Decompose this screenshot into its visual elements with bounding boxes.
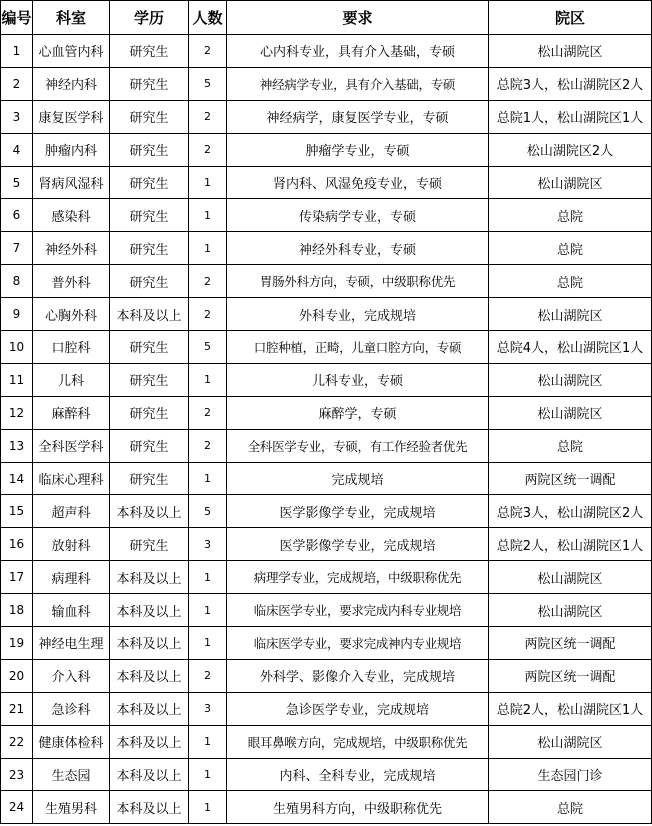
table-row xyxy=(1,791,652,824)
cell-campus: 两院区统一调配 xyxy=(489,627,652,660)
cell-education: 研究生 xyxy=(110,133,189,166)
cell-requirements: 神经外科专业，专硕 xyxy=(227,232,489,265)
cell-department: 麻醉科 xyxy=(33,396,110,429)
table-row xyxy=(1,199,652,232)
cell-department: 放射科 xyxy=(33,528,110,561)
cell-id: 6 xyxy=(1,199,33,232)
cell-count: 1 xyxy=(189,758,227,791)
cell-campus: 生态园门诊 xyxy=(489,758,652,791)
cell-count: 1 xyxy=(189,166,227,199)
cell-count: 1 xyxy=(189,199,227,232)
cell-count: 2 xyxy=(189,100,227,133)
cell-count: 5 xyxy=(189,67,227,100)
cell-campus: 总院2人，松山湖院区1人 xyxy=(489,692,652,725)
cell-department: 肿瘤内科 xyxy=(33,133,110,166)
cell-campus: 总院 xyxy=(489,791,652,824)
cell-count: 3 xyxy=(189,528,227,561)
cell-department: 神经电生理 xyxy=(33,627,110,660)
cell-count: 5 xyxy=(189,331,227,364)
cell-count: 5 xyxy=(189,495,227,528)
cell-count: 2 xyxy=(189,133,227,166)
cell-id: 21 xyxy=(1,692,33,725)
cell-department: 康复医学科 xyxy=(33,100,110,133)
cell-campus: 松山湖院区 xyxy=(489,298,652,331)
cell-requirements: 医学影像学专业，完成规培 xyxy=(227,495,489,528)
cell-count: 2 xyxy=(189,35,227,68)
cell-education: 研究生 xyxy=(110,396,189,429)
cell-department: 普外科 xyxy=(33,265,110,298)
cell-id: 2 xyxy=(1,67,33,100)
header-education: 学历 xyxy=(110,1,189,35)
table-row xyxy=(1,429,652,462)
cell-requirements: 临床医学专业，要求完成内科专业规培 xyxy=(227,594,489,627)
cell-id: 24 xyxy=(1,791,33,824)
header-id: 编号 xyxy=(1,1,33,35)
cell-department: 心血管内科 xyxy=(33,35,110,68)
table-row xyxy=(1,758,652,791)
table-row xyxy=(1,495,652,528)
cell-count: 2 xyxy=(189,396,227,429)
cell-count: 3 xyxy=(189,692,227,725)
cell-campus: 松山湖院区 xyxy=(489,363,652,396)
table-row xyxy=(1,528,652,561)
cell-department: 口腔科 xyxy=(33,331,110,364)
cell-education: 本科及以上 xyxy=(110,692,189,725)
cell-count: 1 xyxy=(189,725,227,758)
table-body xyxy=(1,35,652,824)
cell-id: 12 xyxy=(1,396,33,429)
cell-education: 研究生 xyxy=(110,363,189,396)
cell-campus: 松山湖院区 xyxy=(489,35,652,68)
cell-count: 1 xyxy=(189,791,227,824)
cell-id: 14 xyxy=(1,462,33,495)
cell-education: 本科及以上 xyxy=(110,758,189,791)
cell-education: 研究生 xyxy=(110,462,189,495)
cell-requirements: 麻醉学，专硕 xyxy=(227,396,489,429)
cell-department: 急诊科 xyxy=(33,692,110,725)
cell-education: 研究生 xyxy=(110,528,189,561)
cell-requirements: 神经病学专业，具有介入基础，专硕 xyxy=(227,67,489,100)
cell-campus: 松山湖院区 xyxy=(489,725,652,758)
table-row xyxy=(1,363,652,396)
table-row xyxy=(1,462,652,495)
cell-id: 8 xyxy=(1,265,33,298)
cell-requirements: 生殖男科方向，中级职称优先 xyxy=(227,791,489,824)
cell-id: 18 xyxy=(1,594,33,627)
cell-campus: 松山湖院区 xyxy=(489,396,652,429)
cell-count: 1 xyxy=(189,594,227,627)
cell-education: 研究生 xyxy=(110,232,189,265)
cell-count: 1 xyxy=(189,232,227,265)
cell-department: 健康体检科 xyxy=(33,725,110,758)
table-row xyxy=(1,561,652,594)
table-row xyxy=(1,725,652,758)
cell-id: 10 xyxy=(1,331,33,364)
cell-education: 研究生 xyxy=(110,331,189,364)
cell-department: 临床心理科 xyxy=(33,462,110,495)
cell-campus: 松山湖院区 xyxy=(489,561,652,594)
table-row xyxy=(1,331,652,364)
table-row xyxy=(1,692,652,725)
cell-requirements: 医学影像学专业，完成规培 xyxy=(227,528,489,561)
table-row xyxy=(1,298,652,331)
table-row xyxy=(1,659,652,692)
cell-count: 1 xyxy=(189,561,227,594)
cell-id: 19 xyxy=(1,627,33,660)
cell-education: 本科及以上 xyxy=(110,791,189,824)
cell-department: 介入科 xyxy=(33,659,110,692)
cell-id: 7 xyxy=(1,232,33,265)
header-requirements: 要求 xyxy=(227,1,489,35)
cell-education: 本科及以上 xyxy=(110,298,189,331)
cell-education: 研究生 xyxy=(110,199,189,232)
cell-requirements: 外科学、影像介入专业，完成规培 xyxy=(227,659,489,692)
cell-id: 13 xyxy=(1,429,33,462)
cell-requirements: 眼耳鼻喉方向，完成规培，中级职称优先 xyxy=(227,725,489,758)
cell-education: 研究生 xyxy=(110,35,189,68)
cell-department: 病理科 xyxy=(33,561,110,594)
cell-requirements: 完成规培 xyxy=(227,462,489,495)
cell-education: 本科及以上 xyxy=(110,627,189,660)
cell-department: 全科医学科 xyxy=(33,429,110,462)
cell-department: 肾病风湿科 xyxy=(33,166,110,199)
cell-department: 输血科 xyxy=(33,594,110,627)
cell-department: 儿科 xyxy=(33,363,110,396)
cell-campus: 两院区统一调配 xyxy=(489,659,652,692)
cell-campus: 总院2人，松山湖院区1人 xyxy=(489,528,652,561)
cell-count: 2 xyxy=(189,429,227,462)
cell-department: 超声科 xyxy=(33,495,110,528)
cell-education: 本科及以上 xyxy=(110,561,189,594)
cell-id: 16 xyxy=(1,528,33,561)
table-row xyxy=(1,232,652,265)
cell-campus: 两院区统一调配 xyxy=(489,462,652,495)
cell-education: 本科及以上 xyxy=(110,594,189,627)
cell-campus: 松山湖院区 xyxy=(489,166,652,199)
cell-campus: 总院3人，松山湖院区2人 xyxy=(489,495,652,528)
cell-campus: 总院 xyxy=(489,265,652,298)
cell-count: 2 xyxy=(189,298,227,331)
cell-requirements: 病理学专业，完成规培，中级职称优先 xyxy=(227,561,489,594)
cell-education: 研究生 xyxy=(110,67,189,100)
cell-department: 生态园 xyxy=(33,758,110,791)
cell-department: 神经内科 xyxy=(33,67,110,100)
cell-campus: 松山湖院区 xyxy=(489,594,652,627)
cell-requirements: 急诊医学专业，完成规培 xyxy=(227,692,489,725)
cell-department: 神经外科 xyxy=(33,232,110,265)
cell-id: 23 xyxy=(1,758,33,791)
cell-education: 本科及以上 xyxy=(110,495,189,528)
cell-id: 15 xyxy=(1,495,33,528)
cell-campus: 松山湖院区2人 xyxy=(489,133,652,166)
cell-requirements: 临床医学专业，要求完成神内专业规培 xyxy=(227,627,489,660)
cell-education: 研究生 xyxy=(110,265,189,298)
cell-campus: 总院1人，松山湖院区1人 xyxy=(489,100,652,133)
cell-education: 本科及以上 xyxy=(110,659,189,692)
cell-id: 22 xyxy=(1,725,33,758)
cell-requirements: 神经病学，康复医学专业，专硕 xyxy=(227,100,489,133)
header-department: 科室 xyxy=(33,1,110,35)
table-row xyxy=(1,67,652,100)
cell-requirements: 全科医学专业，专硕，有工作经验者优先 xyxy=(227,429,489,462)
cell-requirements: 内科、全科专业，完成规培 xyxy=(227,758,489,791)
cell-requirements: 外科专业，完成规培 xyxy=(227,298,489,331)
cell-id: 17 xyxy=(1,561,33,594)
cell-requirements: 胃肠外科方向，专硕，中级职称优先 xyxy=(227,265,489,298)
cell-id: 5 xyxy=(1,166,33,199)
table-row xyxy=(1,35,652,68)
cell-id: 3 xyxy=(1,100,33,133)
cell-department: 心胸外科 xyxy=(33,298,110,331)
cell-campus: 总院 xyxy=(489,199,652,232)
cell-count: 1 xyxy=(189,462,227,495)
cell-id: 1 xyxy=(1,35,33,68)
cell-education: 研究生 xyxy=(110,166,189,199)
table-row xyxy=(1,594,652,627)
cell-requirements: 传染病学专业，专硕 xyxy=(227,199,489,232)
table-row xyxy=(1,265,652,298)
cell-education: 本科及以上 xyxy=(110,725,189,758)
cell-requirements: 肾内科、风湿免疫专业，专硕 xyxy=(227,166,489,199)
header-count: 人数 xyxy=(189,1,227,35)
cell-requirements: 口腔种植，正畸，儿童口腔方向，专硕 xyxy=(227,331,489,364)
table-row xyxy=(1,396,652,429)
cell-requirements: 肿瘤学专业，专硕 xyxy=(227,133,489,166)
cell-campus: 总院 xyxy=(489,429,652,462)
cell-education: 研究生 xyxy=(110,100,189,133)
cell-count: 1 xyxy=(189,627,227,660)
cell-campus: 总院4人，松山湖院区1人 xyxy=(489,331,652,364)
table-row xyxy=(1,166,652,199)
cell-id: 11 xyxy=(1,363,33,396)
table-row xyxy=(1,100,652,133)
cell-count: 2 xyxy=(189,265,227,298)
cell-campus: 总院 xyxy=(489,232,652,265)
cell-count: 1 xyxy=(189,363,227,396)
cell-count: 2 xyxy=(189,659,227,692)
header-campus: 院区 xyxy=(489,1,652,35)
cell-education: 研究生 xyxy=(110,429,189,462)
cell-campus: 总院3人，松山湖院区2人 xyxy=(489,67,652,100)
cell-department: 感染科 xyxy=(33,199,110,232)
cell-requirements: 心内科专业，具有介入基础，专硕 xyxy=(227,35,489,68)
table-row xyxy=(1,627,652,660)
cell-department: 生殖男科 xyxy=(33,791,110,824)
cell-id: 4 xyxy=(1,133,33,166)
cell-id: 9 xyxy=(1,298,33,331)
header-row xyxy=(1,1,652,35)
cell-id: 20 xyxy=(1,659,33,692)
cell-requirements: 儿科专业，专硕 xyxy=(227,363,489,396)
table-row xyxy=(1,133,652,166)
